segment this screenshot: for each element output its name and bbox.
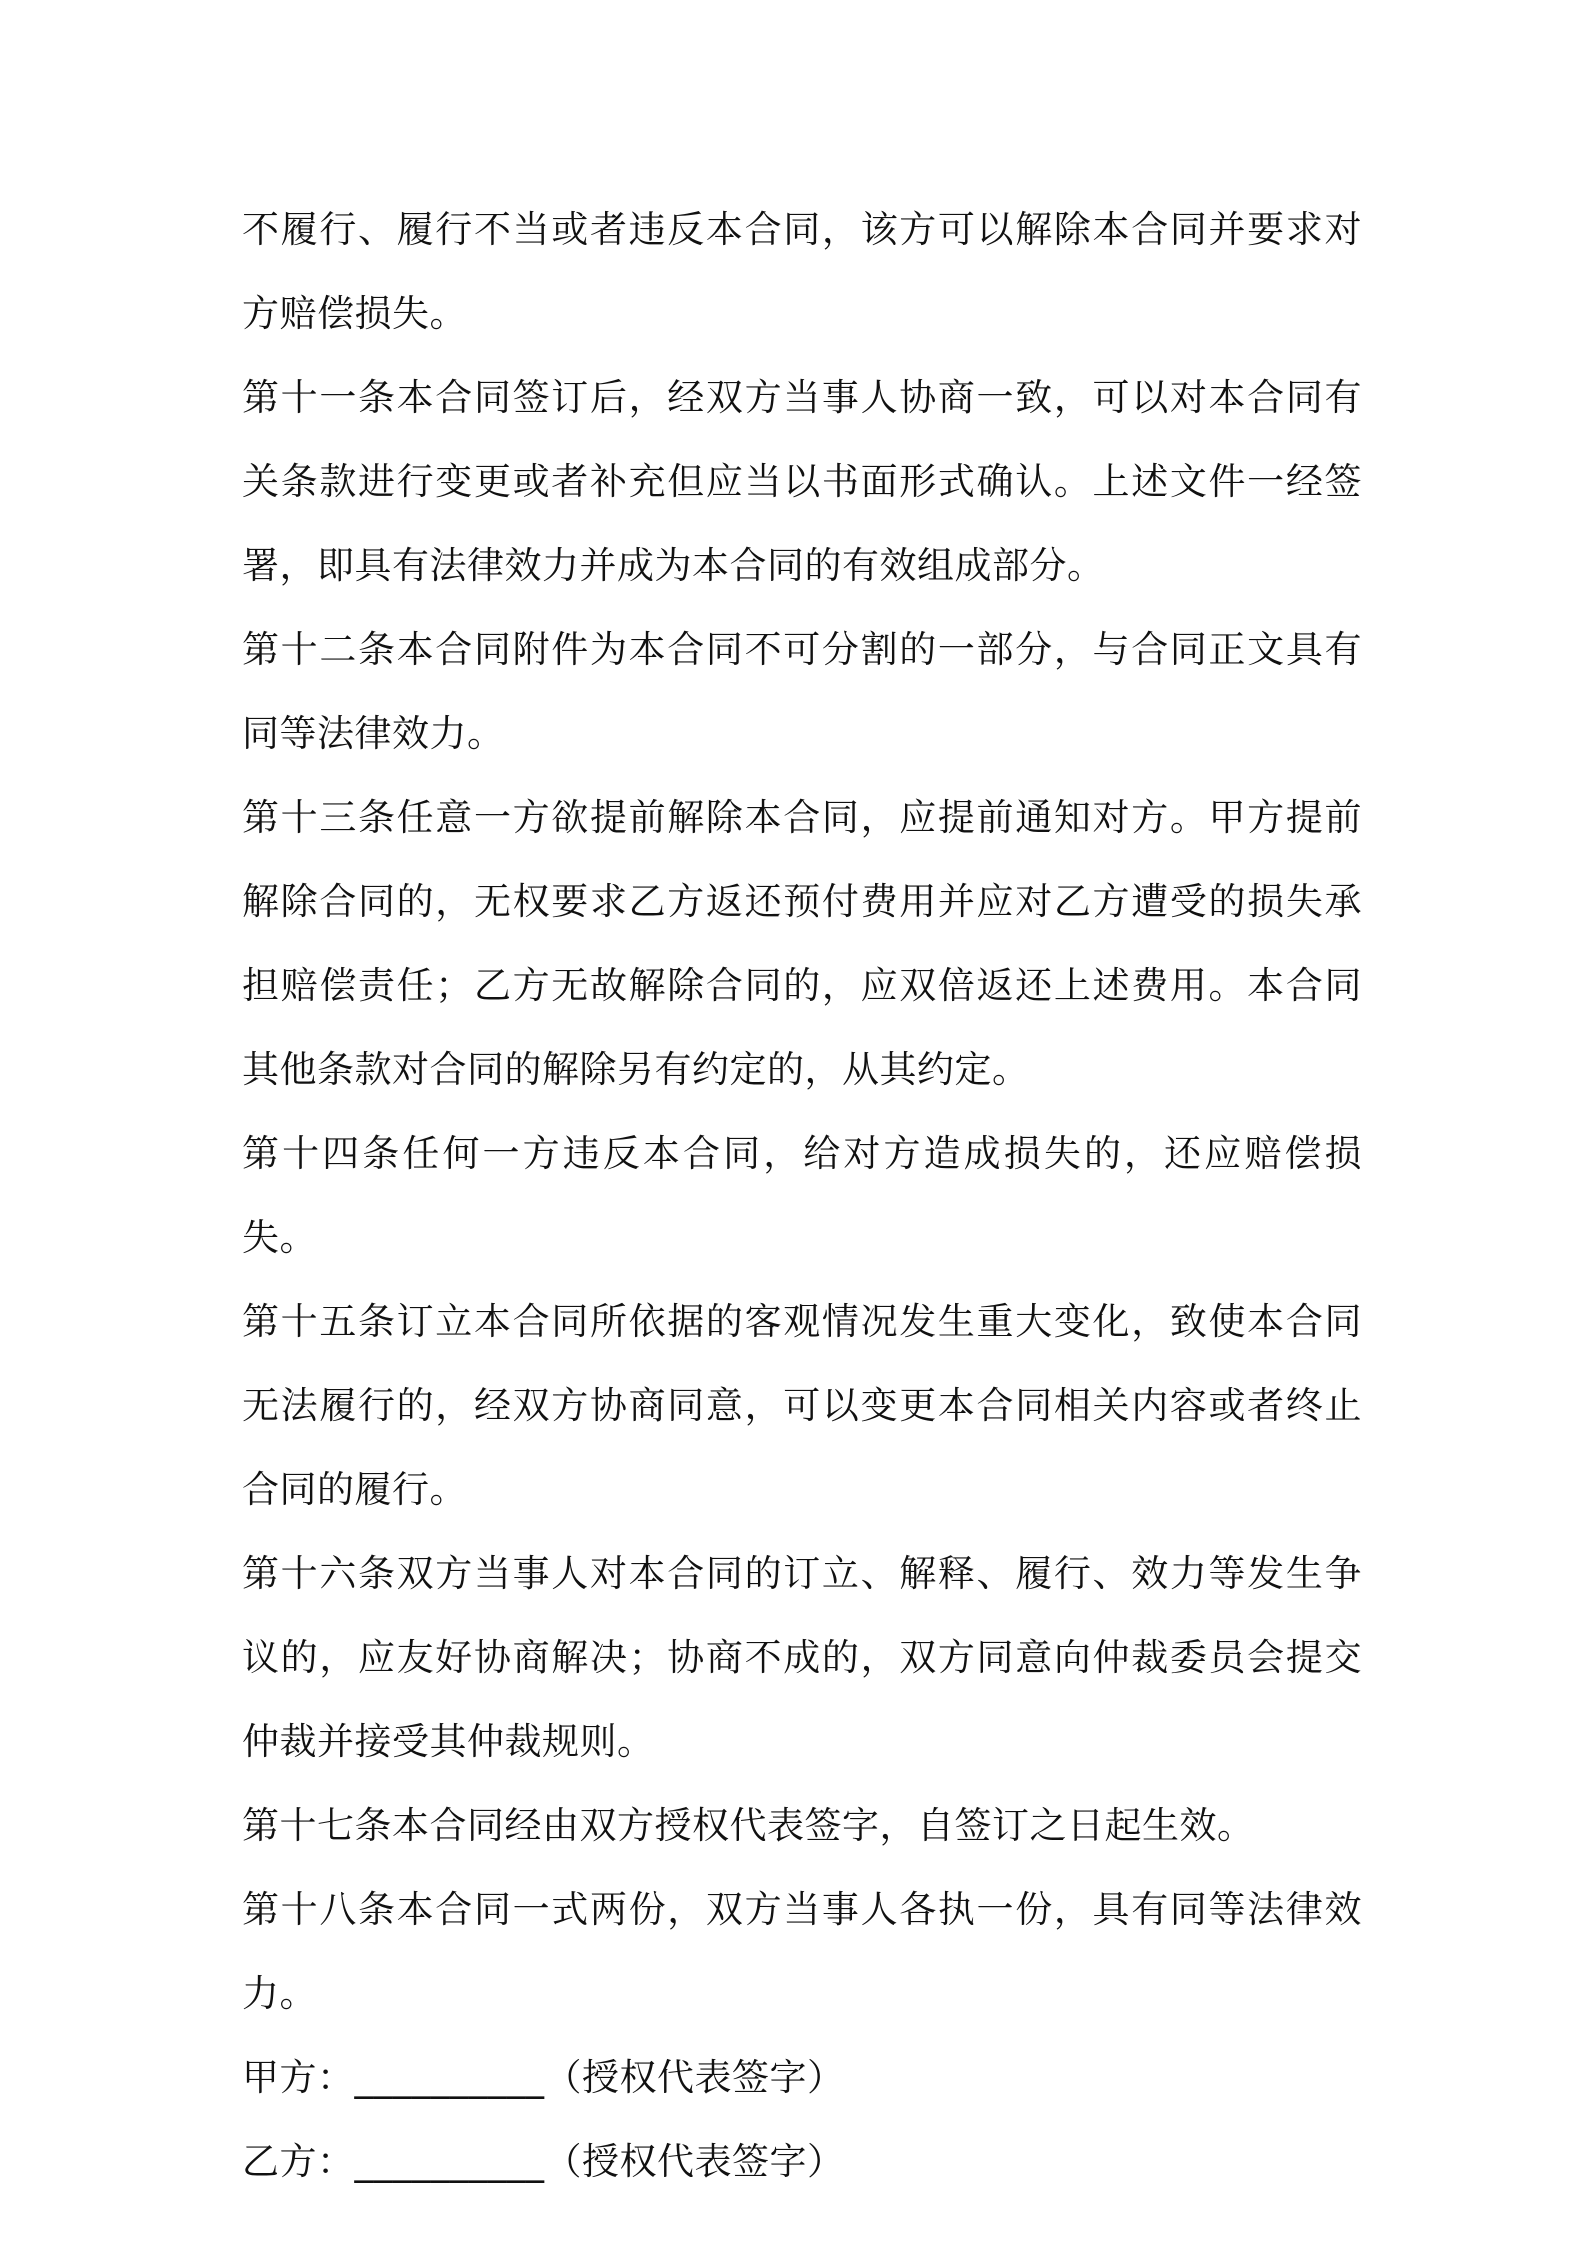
party-b-signature-note: （授权代表签字） — [544, 2140, 845, 2183]
signature-line-party-b — [242, 2120, 1362, 2204]
paragraph-article-16: 第十六条双方当事人对本合同的订立、解释、履行、效力等发生争议的，应友好协商解决；协商不成的，双方同意向仲裁委员会提交仲裁并接受其仲裁规则。 — [242, 1552, 1362, 1763]
paragraph-article-12: 第十二条本合同附件为本合同不可分割的一部分，与合同正文具有同等法律效力。 — [242, 628, 1362, 755]
party-b-signature-blank: __________ — [354, 2140, 545, 2183]
paragraph-article-15: 第十五条订立本合同所依据的客观情况发生重大变化，致使本合同无法履行的，经双方协商同意，可以变更本合同相关内容或者终止合同的履行。 — [242, 1300, 1362, 1511]
paragraph-article-14: 第十四条任何一方违反本合同，给对方造成损失的，还应赔偿损失。 — [242, 1132, 1362, 1259]
signature-line-party-a — [242, 2036, 1362, 2120]
party-a-signature-blank: __________ — [354, 2056, 545, 2099]
party-a-label: 甲方： — [242, 2056, 355, 2099]
paragraph-article-11: 第十一条本合同签订后，经双方当事人协商一致，可以对本合同有关条款进行变更或者补充但应当以书面形式确认。上述文件一经签署，即具有法律效力并成为本合同的有效组成部分。 — [242, 376, 1362, 587]
paragraph-article-17: 第十七条本合同经由双方授权代表签字，自签订之日起生效。 — [242, 1804, 1255, 1847]
party-a-signature-note: （授权代表签字） — [544, 2056, 845, 2099]
party-b-label: 乙方： — [242, 2140, 355, 2183]
paragraph-article-18: 第十八条本合同一式两份，双方当事人各执一份，具有同等法律效力。 — [242, 1888, 1362, 2015]
paragraph-breach-continuation: 不履行、履行不当或者违反本合同，该方可以解除本合同并要求对方赔偿损失。 — [242, 208, 1362, 335]
contract-body — [242, 188, 1362, 2204]
paragraph-article-13: 第十三条任意一方欲提前解除本合同，应提前通知对方。甲方提前解除合同的，无权要求乙方返还预付费用并应对乙方遭受的损失承担赔偿责任；乙方无故解除合同的，应双倍返还上述费用。本合同其他条款对合同的解除另有约定的，从其约定。 — [242, 796, 1362, 1091]
